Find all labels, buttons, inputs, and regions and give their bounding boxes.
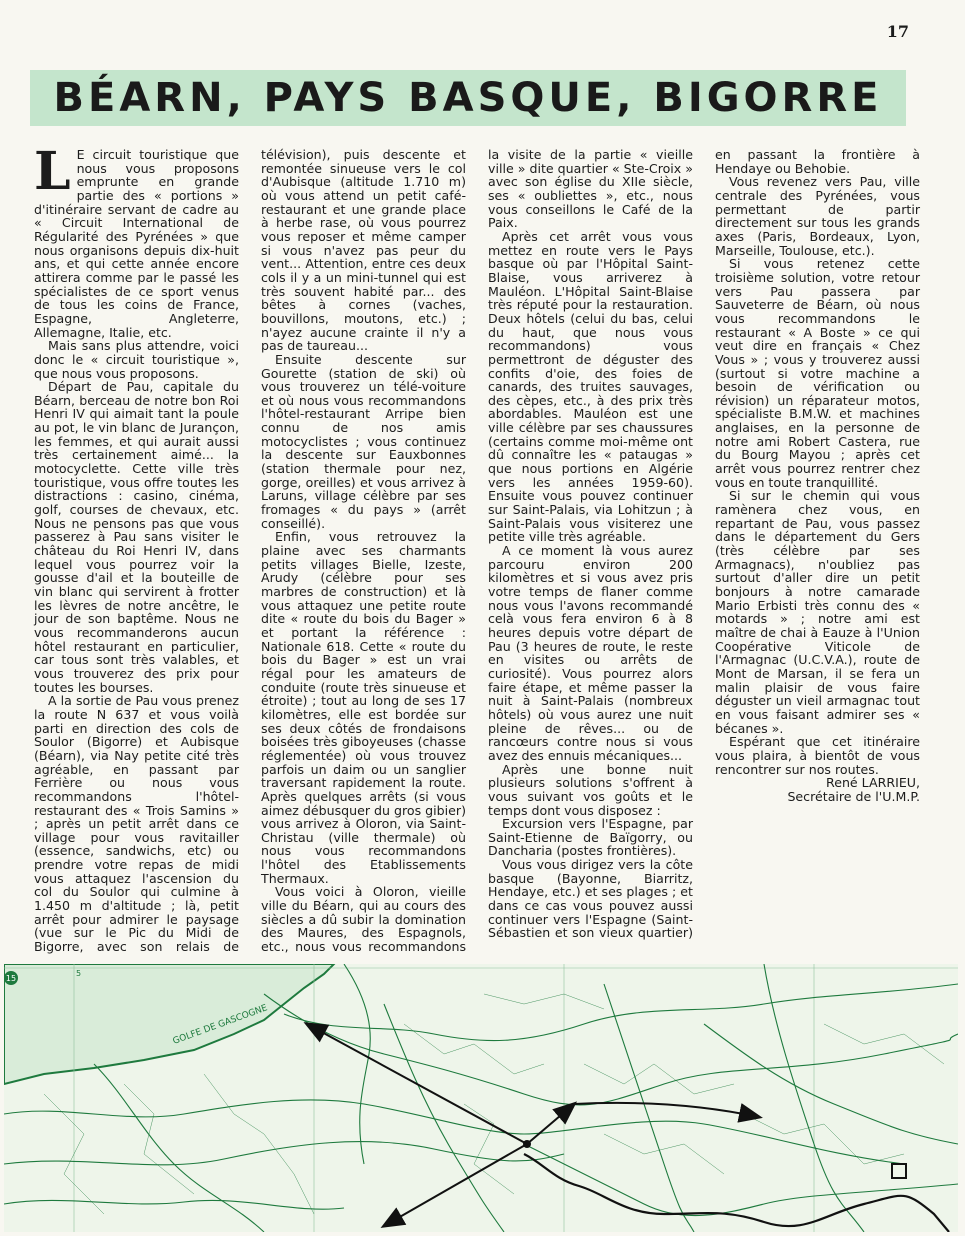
article-paragraph: A ce moment là vous aurez parcouru environ 200 kilomètres et si vous avez pris votre temps de flaner comme nous vous l'avons recommandé celà vous fera environ 6 à 8 heures depuis votre départ de Pau (3 heures de route, le reste en visites ou arrêts de curiosité). Vous pourrez alors faire étape, et même passer la nuit à Saint-Palais (nombreux hôtels) où vous aurez une nuit pleine de rêves... ou de rancœurs contre nous si vous avez des ennuis mécaniques...: [488, 543, 693, 763]
map-grid-label: 5: [76, 969, 82, 978]
article-paragraph: Espérant que cet itinéraire vous plaira, à bientôt de vous rencontrer sur nos routes.: [715, 734, 920, 777]
sea-label: GOLFE DE GASCOGNE: [171, 1003, 269, 1047]
article-paragraph: Mais sans plus attendre, voici donc le « circuit touristique », que nous vous proposons.: [34, 338, 239, 381]
article-paragraph: Ensuite descente sur Gourette (station de ski) où vous trouverez un télé-voiture et où nous vous recommandons l'hôtel-restaurant Arripe bien connu de nos amis motocyclistes ; vous continuez la descente sur Eauxbonnes (station thermale pour nez, gorge, oreilles) et vous arrivez à Laruns, village célèbre par ses fromages « du pays » (arrêt conseillé).: [261, 351, 466, 531]
article-paragraph: L E circuit touristique que nous vous proposons emprunte en grande partie des « portions » d'itinéraire servant de cadre au « Circuit International de Régularité des Pyrénées » que nous organisons depuis dix-huit ans, et qui cette année encore attirera comme par le passé les spécialistes de ce sport venus de tous les coins de France, Espagne, Angleterre, Allemagne, Italie, etc.: [34, 141, 239, 340]
drop-cap: L: [34, 141, 71, 202]
signature-name: René LARRIEU,: [826, 775, 920, 791]
article-paragraph: Vous voici à Oloron, vieille ville du Béarn, qui au cours des siècles a dû subir la domination des Maures, des Espagnols, etc., nous vous recommandons la visite de la partie « vieille ville » dite quartier « Ste-Croix » avec son église du XIIe siècle, ses « oubliettes », etc., nous vous conseillons le Café de la Paix.: [261, 147, 693, 955]
article-paragraph: Si sur le chemin qui vous ramènera chez vous, en repartant de Pau, vous passez dans le département du Gers (très célèbre par ses Armagnacs), n'oubliez pas surtout d'aller dire un petit bonjours à notre camarade Mario Erbisti très connu des « motards » ; notre ami est maître de chai à Eauze à l'Union Coopérative Viticole de l'Armagnac (U.C.V.A.), route de Mont de Marsan, il se fera un malin plaisir de vous faire déguster un vieil armagnac tout en vous faisant admirer ses « bécanes ».: [715, 488, 920, 736]
map-corner-label: 15: [5, 974, 17, 983]
route-map-svg: [4, 964, 958, 1232]
route-map: [4, 964, 958, 1232]
article-paragraph: A la sortie de Pau vous prenez la route N 637 et vous voilà parti en direction des cols de Soulor (Bigorre) et Aubisque (Béarn), via Nay petite cité très agréable, en passant par Ferrière ou nous vous recommandons l'hôtel-restaurant des « Trois Samins » ; après un petit arrêt dans ce village pour vous ravitailler (essence, sandwichs, etc) ou prendre votre repas de midi vous attaquez l'ascension du col du Soulor qui culmine à 1.450 m d'altitude ; là, petit arrêt pour admirer le paysage (vue sur le Pic du Midi de Bigorre, avec son relais de télévision), puis descente et remontée sinueuse vers le col d'Aubisque (altitude 1.710 m) où vous attend un petit café-restaurant et une grande place à herbe rase, où vous pourrez vous reposer et même camper si vous n'avez pas peur du vent... Attention, entre ces deux cols il y a un mini-tunnel qui est très souvent habité par... des bêtes à cornes (vaches, bouvillons, moutons, etc.) ; n'ayez aucune crainte il n'y a pas de taureau...: [34, 147, 466, 955]
article-paragraph: Après une bonne nuit plusieurs solutions s'offrent à vous suivant vos goûts et le temps dont vous disposez :: [488, 761, 693, 818]
article-paragraph: Excursion vers l'Espagne, par Saint-Etienne de Baïgorry, ou Dancharia (postes frontières).: [488, 816, 693, 859]
article-paragraph: Vous vous dirigez vers la côte basque (Bayonne, Biarritz, Hendaye, etc.) et ses plages ; et dans ce cas vous pouvez aussi continuer vers l'Espagne (Saint-Sébastien et son vieux quartier) en passant la frontière à Hendaye ou Behobie.: [488, 147, 920, 941]
article-title: BÉARN, PAYS BASQUE, BIGORRE: [53, 75, 883, 121]
article-paragraph: Après cet arrêt vous vous mettez en route vers le Pays basque où par l'Hôpital Saint-Blaise, vous arriverez à Mauléon. L'Hôpital Saint-Blaise très réputé pour la restauration. Deux hôtels (celui du bas, celui du haut, que nous vous recommandons) vous permettront de déguster des confits d'oie, des foies de canards, des truites sauvages, des cèpes, etc., à des prix très abordables. Mauléon est une ville célèbre par ses chaussures (certains comme moi-même ont dû connaître les « pataugas » que nous portions en Algérie vers les années 1959-60). Ensuite vous pouvez continuer sur Saint-Palais, via Lohitzun ; à Saint-Palais vous visiterez une petite ville très agréable.: [488, 228, 693, 545]
page-number: 17: [886, 22, 909, 41]
article-paragraph: Vous revenez vers Pau, ville centrale des Pyrénées, vous permettant de partir directement sur tous les grands axes (Paris, Bordeaux, Lyon, Marseille, Toulouse, etc.).: [715, 174, 920, 258]
article-paragraph: Départ de Pau, capitale du Béarn, berceau de notre bon Roi Henri IV qui aimait tant la poule au pot, le vin blanc de Jurançon, les femmes, et qui aurait aussi très certainement aimé... la motocyclette. Cette ville très touristique, vous offre toutes les distractions : casino, cinéma, golf, courses de chevaux, etc. Nous ne pensons pas que vous passerez à Pau sans visiter le château du Roi Henri IV, dans lequel vous pourrez voir la gousse d'ail et la bouteille de vin blanc qui servirent à frotter les lèvres de notre ancêtre, le jour de son baptême. Nous ne vous recommanderons aucun hôtel restaurant en particulier, car tous sont très valables, et vous trouverez des prix pour toutes les bourses.: [34, 379, 239, 695]
article-body: [34, 141, 920, 960]
article-paragraph: Enfin, vous retrouvez la plaine avec ses charmants petits villages Bielle, Izeste, Arudy (célèbre pour ses marbres de construction) et là vous attaquez une petite route dite « route du bois du Bager » et portant la référence : Nationale 618. Cette « route du bois du Bager » est un vrai régal pour les amateurs de conduite (route très sinueuse et étroite) ; tout au long de ses 17 kilomètres, elle est bordée sur ses deux côtés de frondaisons boisées très giboyeuses (chasse réglementée) où vous trouvez parfois un daim ou un sanglier traversant rapidement la route. Après quelques arrêts (si vous aimez débusquer du gros gibier) vous arrivez à Oloron, via Saint-Christau (ville thermale) où nous vous recommandons l'hôtel des Etablissements Thermaux.: [261, 529, 466, 886]
signature-role: Secrétaire de l'U.M.P.: [787, 788, 920, 804]
article-paragraph: Si vous retenez cette troisième solution, votre retour vers Pau passera par Sauveterre de Béarn, où nous vous recommandons le restaurant « A Boste » ce qui veut dire en français « Chez Vous » ; vous y trouverez aussi (surtout si votre machine a besoin de vérification ou révision) un réparateur motos, spécialiste B.M.W. et machines anglaises, en la personne de notre ami Robert Castera, rue du Bourg Mayou ; après cet arrêt vous pourrez rentrer chez vous en toute tranquillité.: [715, 256, 920, 490]
title-banner: [30, 70, 906, 126]
